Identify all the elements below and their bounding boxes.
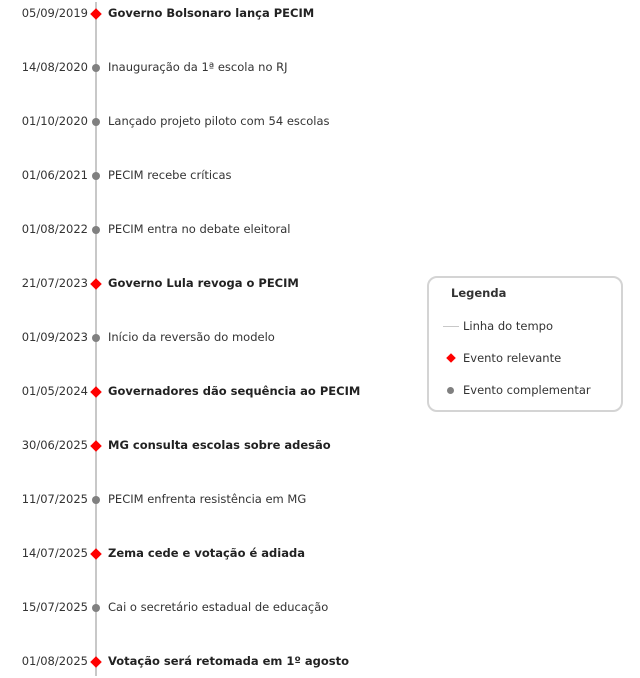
event-date: 30/06/2025: [21, 438, 88, 452]
legend-item-label: Evento relevante: [463, 351, 562, 365]
event-date: 01/10/2020: [21, 114, 88, 128]
timeline-line-icon: [443, 326, 459, 327]
event-label: MG consulta escolas sobre adesão: [108, 438, 331, 452]
event-label: Governadores dão sequência ao PECIM: [108, 384, 361, 398]
gray-dot-icon: [92, 172, 100, 180]
timeline-event: [0, 58, 420, 78]
gray-dot-icon: [92, 334, 100, 342]
red-diamond-icon: [90, 548, 102, 560]
event-date: 21/07/2023: [21, 276, 88, 290]
event-label: PECIM entra no debate eleitoral: [108, 222, 291, 236]
timeline-event: [0, 328, 420, 348]
red-diamond-icon: [90, 8, 102, 20]
legend-title: Legenda: [451, 286, 507, 300]
event-date: 01/09/2023: [21, 330, 88, 344]
red-diamond-icon: [446, 353, 456, 363]
event-label: Governo Bolsonaro lança PECIM: [108, 6, 315, 20]
event-label: Lançado projeto piloto com 54 escolas: [108, 114, 330, 128]
event-label: Início da reversão do modelo: [108, 330, 275, 344]
event-label: Zema cede e votação é adiada: [108, 546, 305, 560]
event-label: Cai o secretário estadual de educação: [108, 600, 329, 614]
event-date: 15/07/2025: [21, 600, 88, 614]
timeline-event: [0, 4, 420, 24]
event-date: 01/05/2024: [21, 384, 88, 398]
timeline-event: [0, 166, 420, 186]
event-label: PECIM enfrenta resistência em MG: [108, 492, 307, 506]
timeline-event: [0, 490, 420, 510]
red-diamond-icon: [90, 656, 102, 668]
legend-item-relevant: [443, 350, 619, 368]
legend: [427, 276, 623, 412]
legend-item-timeline: [443, 318, 619, 336]
timeline-event: [0, 436, 420, 456]
timeline-event: [0, 544, 420, 564]
legend-item-label: Evento complementar: [463, 383, 591, 397]
timeline-event: [0, 652, 420, 672]
legend-item-complementary: [443, 382, 619, 400]
event-date: 01/08/2022: [21, 222, 88, 236]
red-diamond-icon: [90, 386, 102, 398]
timeline-event: [0, 598, 420, 618]
event-label: Governo Lula revoga o PECIM: [108, 276, 299, 290]
event-label: Votação será retomada em 1º agosto: [108, 654, 350, 668]
legend-item-label: Linha do tempo: [463, 319, 553, 333]
timeline-event: [0, 274, 420, 294]
event-date: 01/08/2025: [21, 654, 88, 668]
timeline-event: [0, 112, 420, 132]
gray-dot-icon: [92, 118, 100, 126]
event-label: PECIM recebe críticas: [108, 168, 232, 182]
event-date: 01/06/2021: [21, 168, 88, 182]
red-diamond-icon: [90, 440, 102, 452]
gray-dot-icon: [92, 64, 100, 72]
red-diamond-icon: [90, 278, 102, 290]
gray-dot-icon: [447, 387, 454, 394]
timeline-event: [0, 382, 420, 402]
event-date: 05/09/2019: [21, 6, 88, 20]
event-date: 11/07/2025: [21, 492, 88, 506]
gray-dot-icon: [92, 496, 100, 504]
event-date: 14/07/2025: [21, 546, 88, 560]
gray-dot-icon: [92, 226, 100, 234]
event-label: Inauguração da 1ª escola no RJ: [108, 60, 288, 74]
event-date: 14/08/2020: [21, 60, 88, 74]
gray-dot-icon: [92, 604, 100, 612]
timeline-event: [0, 220, 420, 240]
